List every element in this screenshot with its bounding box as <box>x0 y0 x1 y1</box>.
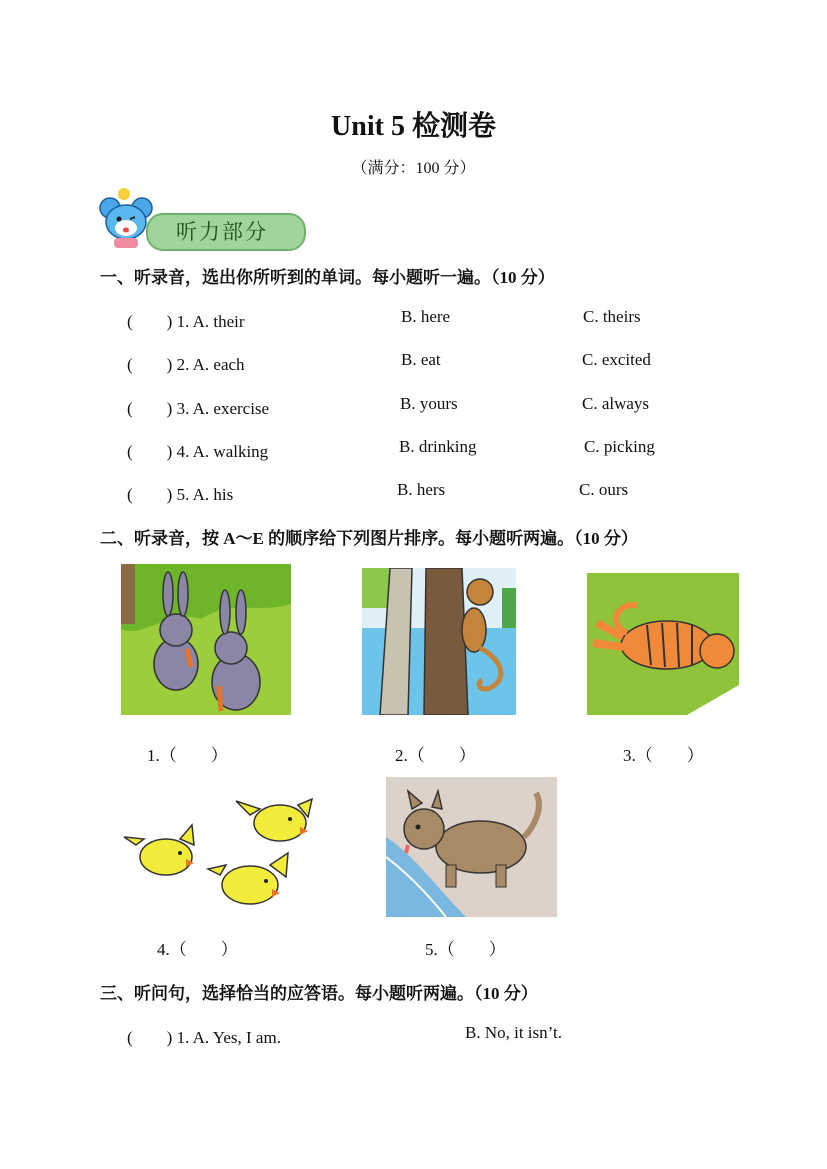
score-subtitle: （满分：100 分） <box>351 160 476 177</box>
question-stem: ( ) 3. A. exercise <box>127 399 270 418</box>
option-b: B. here <box>401 307 451 326</box>
question-stem: ( ) 4. A. walking <box>127 442 269 461</box>
rabbits-picture <box>121 564 291 715</box>
option-c: C. picking <box>584 437 655 456</box>
question-stem: ( ) 1. A. Yes, I am. <box>127 1028 281 1047</box>
monkey-picture <box>362 568 516 715</box>
picture-caption: 4.（ ） <box>157 940 238 959</box>
banner-label: 听力部分 <box>176 220 268 244</box>
section1-heading: 一、听录音，选出你所听到的单词。每小题听一遍。（10 分） <box>100 268 555 287</box>
option-b: B. yours <box>400 394 458 413</box>
birds-picture <box>120 795 320 920</box>
option-c: C. always <box>582 394 650 413</box>
dog-picture <box>386 777 557 917</box>
picture-caption: 3.（ ） <box>623 746 704 765</box>
picture-caption: 5.（ ） <box>425 940 506 959</box>
section3-heading: 三、听问句，选择恰当的应答语。每小题听两遍。（10 分） <box>100 984 538 1003</box>
question-stem: ( ) 2. A. each <box>127 355 245 374</box>
option-b: B. drinking <box>399 437 477 456</box>
tiger-picture <box>587 573 739 715</box>
page-title: Unit 5 检测卷 <box>331 111 496 142</box>
section2-heading: 二、听录音，按 A～E 的顺序给下列图片排序。每小题听两遍。（10 分） <box>100 529 638 548</box>
option-c: C. ours <box>579 480 629 499</box>
question-stem: ( ) 1. A. their <box>127 312 245 331</box>
option-b: B. No, it isn’t. <box>465 1023 562 1042</box>
option-b: B. eat <box>401 350 441 369</box>
picture-caption: 2.（ ） <box>395 746 476 765</box>
option-c: C. theirs <box>583 307 641 326</box>
option-c: C. excited <box>582 350 651 369</box>
question-stem: ( ) 5. A. his <box>127 485 234 504</box>
picture-caption: 1.（ ） <box>147 746 228 765</box>
option-b: B. hers <box>397 480 446 499</box>
